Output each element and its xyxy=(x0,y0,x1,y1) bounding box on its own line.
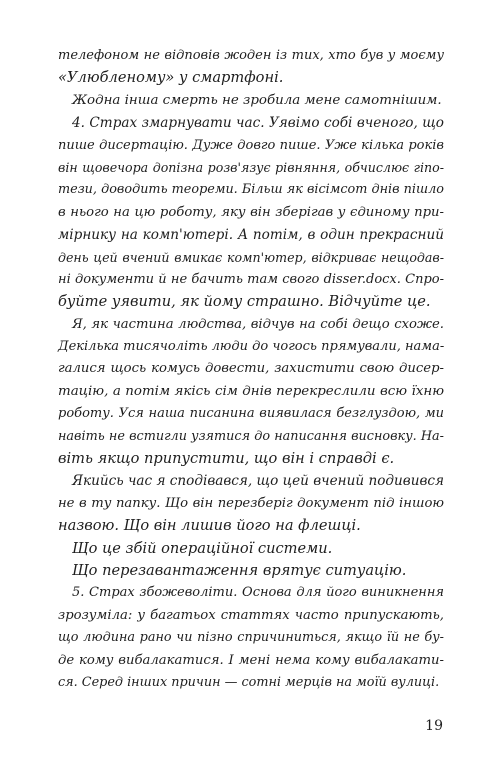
text-line: в нього на цю роботу, яку він зберігав у єдиному при- xyxy=(58,204,444,220)
text-line: тацію, а потім якісь сім днів перекреслили всю їхню xyxy=(58,383,444,399)
text-line: тези, доводить теореми. Більш як вісімсот днів пішло xyxy=(58,182,444,198)
text-line: не в ту папку. Що він перезберіг документ під іншою xyxy=(58,495,444,511)
text-line: мірнику на комп'ютері. А потім, в один прекрасний xyxy=(58,227,444,244)
text-line: віть якщо припустити, що він і справді є. xyxy=(58,450,395,468)
paragraph xyxy=(58,45,444,90)
text-line: телефоном не відповів жоден із тих, хто був у моєму xyxy=(58,48,444,63)
text-line: день цей вчений вмикає комп'ютер, відкриває нещодав- xyxy=(58,249,444,265)
text-line: 4. Страх змарнувати час. Уявімо собі вченого, що xyxy=(72,115,444,132)
body-text xyxy=(58,45,444,694)
text-line: буйте уявити, як йому страшно. Відчуйте це. xyxy=(58,293,431,311)
paragraph xyxy=(58,90,444,112)
page-number: 19 xyxy=(425,718,443,734)
text-line: що людина рано чи пізно спричиниться, якщо їй не бу- xyxy=(58,630,444,646)
paragraph xyxy=(58,560,444,582)
text-line: Я, як частина людства, відчув на собі дещо схоже. xyxy=(72,316,444,332)
text-line: Жодна інша смерть не зробила мене самотнішим. xyxy=(72,92,442,108)
text-line: зрозуміла: у багатьох статтях часто припускають, xyxy=(58,607,444,623)
text-line: Що перезавантаження врятує ситуацію. xyxy=(72,561,407,579)
text-line: навіть не встигли узятися до написання висновку. На- xyxy=(58,428,444,444)
text-line: де кому вибалакатися. І мені нема кому вибалакати- xyxy=(58,652,444,668)
paragraph xyxy=(58,582,444,694)
text-line: галися щось комусь довести, захистити свою дисер- xyxy=(58,361,444,377)
text-line: Декілька тисячоліть люди до чогось прямували, нама- xyxy=(58,339,445,355)
text-line: пише дисертацію. Дуже довго пише. Уже кілька років xyxy=(58,137,444,153)
text-line: роботу. Уся наша писанина виявилася безглуздою, ми xyxy=(58,406,444,422)
paragraph xyxy=(58,538,444,560)
text-line: Якийсь час я сподівався, що цей вчений подивився xyxy=(72,473,444,490)
text-line: ні документи й не бачить там свого disser.docx. Спро- xyxy=(58,271,444,287)
text-line: Що це збій операційної системи. xyxy=(72,539,333,557)
paragraph xyxy=(58,470,444,537)
text-line: «Улюбленому» у смартфоні. xyxy=(58,69,284,87)
text-line: назвою. Що він лишив його на флешці. xyxy=(58,517,361,535)
paragraph xyxy=(58,112,444,314)
paragraph xyxy=(58,314,444,471)
text-line: ся. Серед інших причин — сотні мерців на моїй вулиці. xyxy=(58,674,440,690)
text-line: він щовечора допізна розв'язує рівняння, обчислює гіпо- xyxy=(58,159,444,175)
text-line: 5. Страх збожеволіти. Основа для його виникнення xyxy=(72,585,444,601)
